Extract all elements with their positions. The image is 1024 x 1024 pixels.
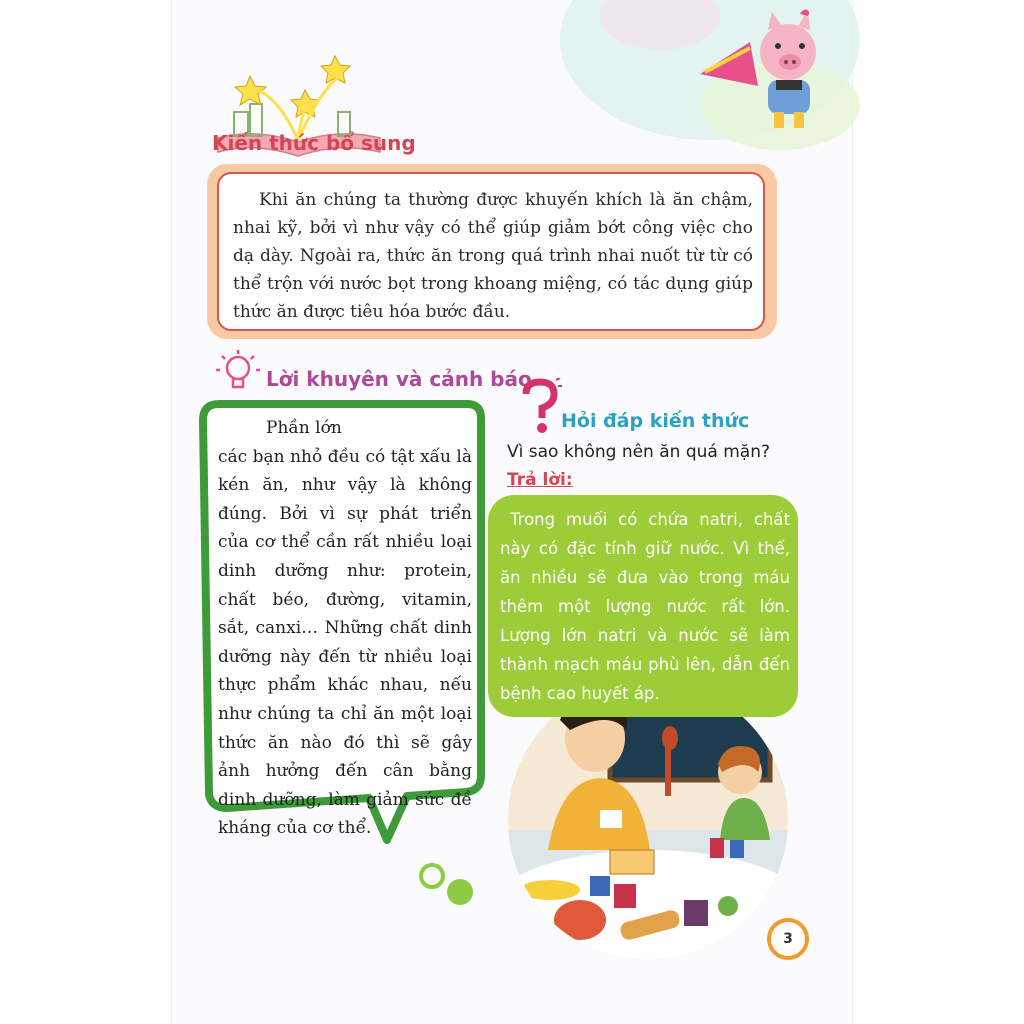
lightbulb-icon [210,348,266,396]
advice-text: các bạn nhỏ đều có tật xấu là kén ăn, như vậy là không đúng. Bởi vì sự phát triển của cơ thể cần rất nhiều loại dinh dưỡng như: protein, chất béo, đường, vitamin, sắt, canxi… Những chất dinh dưỡng này đến từ nhiều loại thực phẩm khác nhau, nếu như chúng ta chỉ ăn một loại thức ăn nào đó thì sẽ gây ảnh hưởng đến cân bằng dinh dưỡng, làm giảm sức đề kháng của cơ thể. [218,446,472,839]
supplement-box-inner [217,172,765,331]
section-title-qa: Hỏi đáp kiến thức [561,410,750,432]
section-title-advice: Lời khuyên và cảnh báo [266,367,532,391]
supplement-box [207,164,777,339]
advice-text-block [218,414,472,843]
qa-answer-label: Trả lời: [507,470,573,490]
pig-mascot-icon [680,2,850,142]
page-number: 3 [767,918,809,960]
qa-question: Vì sao không nên ăn quá mặn? [507,442,770,462]
question-mark-icon [518,378,562,436]
family-meal-illustration [500,680,800,970]
advice-first-line: Phần lớn [266,418,342,438]
qa-answer-text: Trong muối có chứa natri, chất này có đặc tính giữ nước. Vì thế, ăn nhiều sẽ đưa vào trong máu thêm một lượng nước rất lớn. Lượng lớn natri và nước sẽ làm thành mạch máu phù lên, dẫn đến bệnh cao huyết áp. [500,510,790,703]
section-title-supplement: Kiến thức bổ sung [212,131,416,155]
decor-circles [410,840,480,910]
supplement-text: Khi ăn chúng ta thường được khuyến khích là ăn chậm, nhai kỹ, bởi vì như vậy có thể giúp giảm bớt công việc cho dạ dày. Ngoài ra, thức ăn trong quá trình nhai nuốt từ từ có thể trộn với nước bọt trong khoang miệng, có tác dụng giúp thức ăn được tiêu hóa bước đầu. [233,190,753,322]
